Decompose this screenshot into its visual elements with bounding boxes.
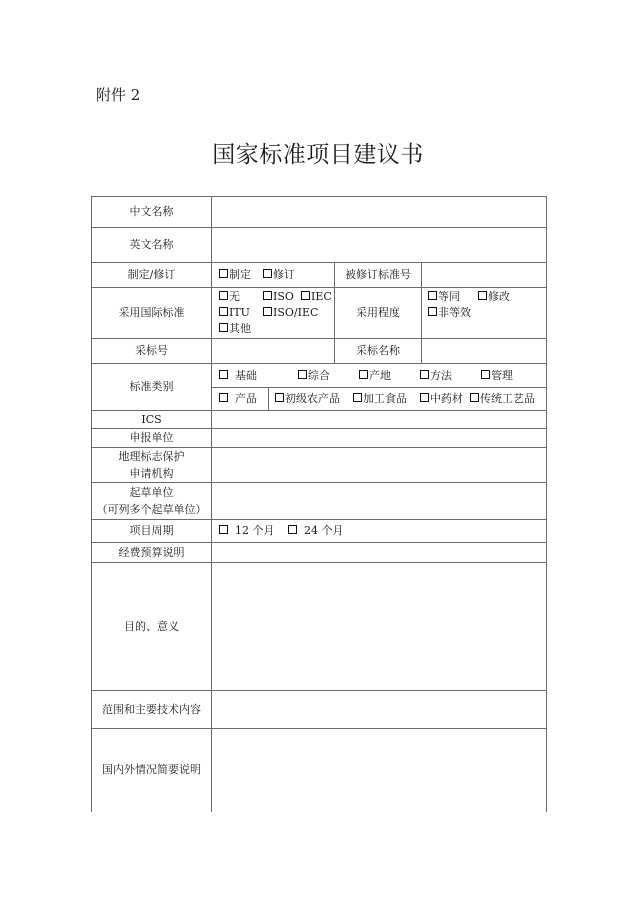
option-processed-food[interactable] <box>353 391 420 407</box>
purpose-field[interactable] <box>212 563 547 691</box>
option-label: 制定 <box>229 268 251 281</box>
option-label: ITU <box>229 306 250 319</box>
option-label: 无 <box>229 290 240 303</box>
row-english-name <box>92 228 547 263</box>
drafting-unit-label-line: （可列多个起草单位） <box>96 503 207 516</box>
option-label: 12 个月 <box>235 524 275 537</box>
checkbox[interactable] <box>219 323 228 332</box>
english-name-field[interactable] <box>212 228 547 263</box>
row-drafting-unit <box>92 483 547 520</box>
adoption-degree-options <box>422 288 547 339</box>
ics-label: ICS <box>92 411 212 429</box>
option-12-months[interactable] <box>219 523 288 539</box>
formulation-options <box>212 263 335 288</box>
checkbox[interactable] <box>219 393 228 402</box>
ics-field[interactable] <box>212 411 547 429</box>
row-category-general <box>92 364 547 388</box>
purpose-label: 目的、意义 <box>92 563 212 691</box>
option-iec[interactable] <box>301 289 332 305</box>
option-revise[interactable] <box>263 267 295 283</box>
row-chinese-name <box>92 197 547 228</box>
page-title: 国家标准项目建议书 <box>212 142 424 168</box>
checkbox[interactable] <box>420 370 429 379</box>
row-applicant <box>92 429 547 448</box>
applicant-label: 申报单位 <box>92 429 212 448</box>
gi-protection-label-line: 申请机构 <box>129 467 174 480</box>
option-comprehensive[interactable] <box>298 368 359 384</box>
option-24-months[interactable] <box>288 523 344 539</box>
category-product-subtypes <box>269 388 547 411</box>
drafting-unit-field[interactable] <box>212 483 547 520</box>
checkbox[interactable] <box>478 291 487 300</box>
budget-label: 经费预算说明 <box>92 543 212 563</box>
row-budget <box>92 543 547 563</box>
adopted-standard-name-label: 采标名称 <box>335 339 422 364</box>
option-iso-iec[interactable] <box>263 305 318 321</box>
checkbox[interactable] <box>288 525 297 534</box>
international-standard-label: 采用国际标准 <box>92 288 212 339</box>
international-standard-options <box>212 288 335 339</box>
category-label: 标准类别 <box>92 364 212 411</box>
option-label: 综合 <box>308 368 330 382</box>
domestic-foreign-label: 国内外情况简要说明 <box>92 729 212 812</box>
option-modified[interactable] <box>478 289 510 305</box>
budget-field[interactable] <box>212 543 547 563</box>
checkbox[interactable] <box>263 291 272 300</box>
option-label: 管理 <box>491 368 513 382</box>
option-label: 方法 <box>430 368 452 382</box>
row-scope <box>92 691 547 729</box>
checkbox[interactable] <box>301 291 310 300</box>
option-label: 产品 <box>235 392 257 405</box>
checkbox[interactable] <box>219 269 228 278</box>
english-name-label: 英文名称 <box>92 228 212 263</box>
checkbox[interactable] <box>219 307 228 316</box>
row-project-period <box>92 520 547 543</box>
option-iso[interactable] <box>263 289 301 305</box>
option-label: 加工食品 <box>363 392 407 405</box>
checkbox[interactable] <box>263 307 272 316</box>
adopted-standard-number-field[interactable] <box>212 339 335 364</box>
option-product[interactable] <box>219 391 257 407</box>
checkbox[interactable] <box>420 393 429 402</box>
option-label: 中药材 <box>430 392 463 405</box>
checkbox[interactable] <box>428 307 437 316</box>
checkbox[interactable] <box>470 393 479 402</box>
drafting-unit-label-line: 起草单位 <box>129 486 174 499</box>
row-purpose <box>92 563 547 691</box>
option-origin[interactable] <box>359 368 420 384</box>
option-management[interactable] <box>481 368 513 384</box>
option-traditional-crafts[interactable] <box>470 391 535 407</box>
option-label: 基础 <box>235 368 257 382</box>
option-label: 初级农产品 <box>285 392 340 405</box>
project-period-label: 项目周期 <box>92 520 212 543</box>
option-method[interactable] <box>420 368 481 384</box>
row-adopted-standard <box>92 339 547 364</box>
chinese-name-label: 中文名称 <box>92 197 212 228</box>
chinese-name-field[interactable] <box>212 197 547 228</box>
checkbox[interactable] <box>359 370 368 379</box>
attachment-label: 附件 2 <box>96 86 141 104</box>
adopted-standard-number-label: 采标号 <box>92 339 212 364</box>
scope-label: 范围和主要技术内容 <box>92 691 212 729</box>
checkbox[interactable] <box>298 370 307 379</box>
formulation-label: 制定/修订 <box>92 263 212 288</box>
option-label: 修订 <box>273 268 295 281</box>
checkbox[interactable] <box>219 370 228 379</box>
domestic-foreign-field[interactable] <box>212 729 547 812</box>
option-label: 其他 <box>229 322 251 335</box>
row-gi-protection <box>92 448 547 483</box>
revised-standard-number-label: 被修订标准号 <box>335 263 422 288</box>
checkbox[interactable] <box>428 291 437 300</box>
checkbox[interactable] <box>275 393 284 402</box>
adoption-degree-label: 采用程度 <box>335 288 422 339</box>
option-formulate[interactable] <box>219 267 263 283</box>
row-domestic-foreign <box>92 729 547 812</box>
option-label: 产地 <box>369 368 391 382</box>
row-ics <box>92 411 547 429</box>
gi-protection-label <box>92 448 212 483</box>
row-formulation <box>92 263 547 288</box>
gi-protection-label-line: 地理标志保护 <box>118 450 185 463</box>
option-label: 传统工艺品 <box>480 392 535 405</box>
checkbox[interactable] <box>481 370 490 379</box>
option-non-equivalent[interactable] <box>428 305 471 321</box>
option-label: 24 个月 <box>304 524 344 537</box>
option-label: ISO <box>273 290 294 303</box>
option-basic[interactable] <box>219 368 298 384</box>
checkbox[interactable] <box>353 393 362 402</box>
scope-field[interactable] <box>212 691 547 729</box>
category-product-option <box>212 388 269 411</box>
checkbox[interactable] <box>219 525 228 534</box>
option-itu[interactable] <box>219 305 263 321</box>
proposal-form-table <box>91 196 547 812</box>
checkbox[interactable] <box>219 291 228 300</box>
drafting-unit-label <box>92 483 212 520</box>
option-label: ISO/IEC <box>273 306 319 319</box>
option-label: 修改 <box>488 290 510 303</box>
option-none[interactable] <box>219 289 263 305</box>
option-herbal-medicine[interactable] <box>420 391 470 407</box>
revised-standard-number-field[interactable] <box>422 263 547 288</box>
option-identical[interactable] <box>428 289 478 305</box>
row-international-standard <box>92 288 547 339</box>
project-period-options <box>212 520 547 543</box>
option-label: IEC <box>311 290 332 303</box>
checkbox[interactable] <box>263 269 272 278</box>
option-label: 非等效 <box>438 306 471 319</box>
option-primary-agri-products[interactable] <box>275 391 353 407</box>
applicant-field[interactable] <box>212 429 547 448</box>
adopted-standard-name-field[interactable] <box>422 339 547 364</box>
gi-protection-field[interactable] <box>212 448 547 483</box>
category-general-options <box>212 364 547 388</box>
option-other[interactable] <box>219 321 251 337</box>
option-label: 等同 <box>438 290 460 303</box>
